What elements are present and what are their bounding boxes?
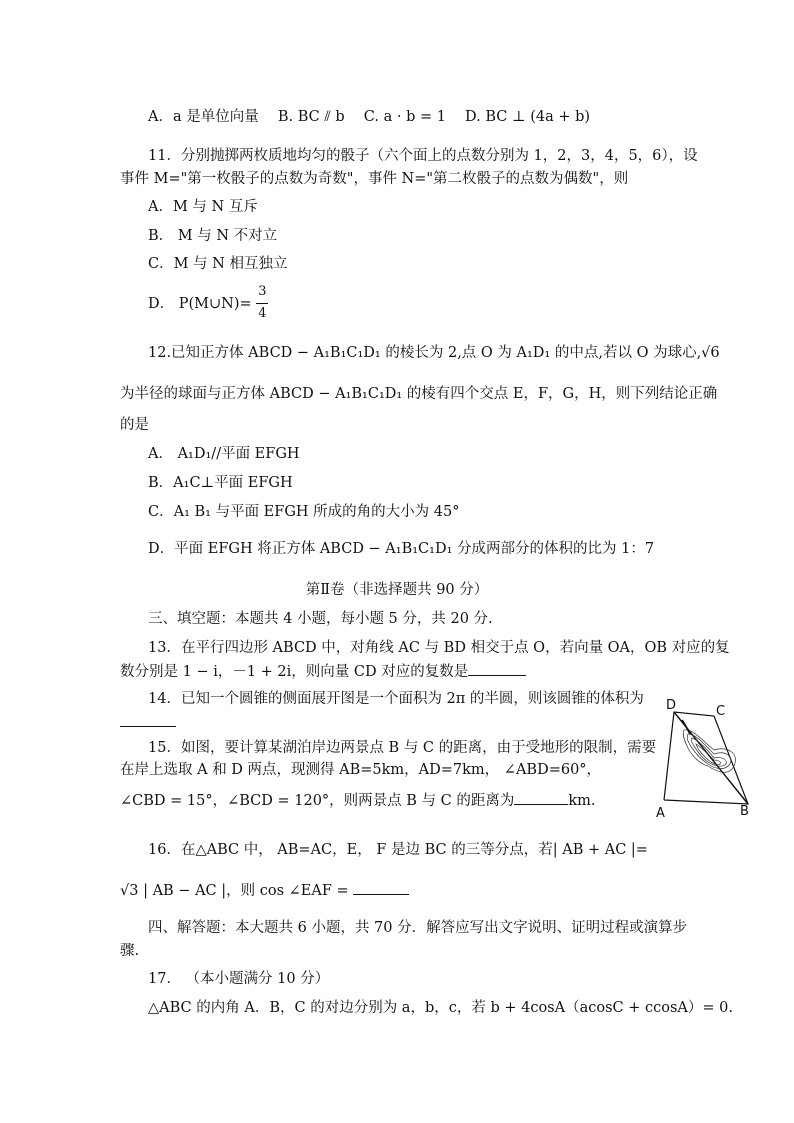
q12-option-d: D．平面 EFGH 将正方体 ABCD − A₁B₁C₁D₁ 分成两部分的体积的比为 1：7 xyxy=(148,541,655,557)
q12-stem-line3: 的是 xyxy=(120,417,149,433)
lake-figure xyxy=(652,700,762,825)
section4-line2: 骤. xyxy=(120,943,140,959)
answer-blank xyxy=(120,712,176,727)
answer-blank xyxy=(514,790,568,805)
q12-option-a: A． A₁D₁//平面 EFGH xyxy=(148,446,300,462)
answer-blank xyxy=(468,661,526,676)
q13-line2 xyxy=(120,661,526,682)
q17-title: 17． （本小题满分 10 分） xyxy=(148,971,330,987)
q11-stem-line1: 11．分别抛掷两枚质地均匀的骰子（六个面上的点数分别为 1，2，3，4，5，6），设 xyxy=(148,148,698,164)
q11-option-d-prefix: D． P(M∪N)= xyxy=(148,296,252,312)
q15-line3-text: ∠CBD = 15°，∠BCD = 120°，则两景点 B 与 C 的距离为 xyxy=(120,793,515,809)
q11-option-d xyxy=(148,284,270,321)
label-c: C xyxy=(716,704,726,719)
q16-line2-text: √3 | AB − AC |，则 cos ∠EAF = xyxy=(120,883,349,899)
q11-option-c: C．M 与 N 相互独立 xyxy=(148,256,288,272)
q13-line1: 13．在平行四边形 ABCD 中，对角线 AC 与 BD 相交于点 O，若向量 OA，OB 对应的复 xyxy=(148,640,730,656)
q10-options: A．a 是单位向量 B. BC ⫽ b C. a · b = 1 D. BC ⊥ (4a + b) xyxy=(148,109,591,125)
q14-line1: 14．已知一个圆锥的侧面展开图是一个面积为 2π 的半圆，则该圆锥的体积为 xyxy=(148,691,644,707)
q16-line1: 16．在△ABC 中， AB=AC，E， F 是边 BC 的三等分点，若| AB + AC |= xyxy=(148,842,648,858)
q11-option-b: B． M 与 N 不对立 xyxy=(148,228,278,244)
label-d: D xyxy=(666,698,677,713)
q11-option-d-denominator: 4 xyxy=(258,306,267,321)
q17-line1: △ABC 的内角 A．B，C 的对边分别为 a，b，c，若 b + 4cosA（acosC + ccosA）= 0. xyxy=(148,1000,733,1016)
label-a: A xyxy=(656,806,665,821)
q12-stem-line1: 12.已知正方体 ABCD − A₁B₁C₁D₁ 的棱长为 2,点 O 为 A₁D₁ 的中点,若以 O 为球心,√6 xyxy=(148,345,720,361)
q11-option-d-numerator: 3 xyxy=(258,284,267,299)
q15-line3-unit: km. xyxy=(568,793,596,809)
q13-line2-text: 数分别是 1 − i，－1 + 2i，则向量 CD 对应的复数是 xyxy=(120,664,469,680)
q12-stem-line2: 为半径的球面与正方体 ABCD − A₁B₁C₁D₁ 的棱有四个交点 E，F，G，H，则下列结论正确 xyxy=(120,386,718,402)
q11-option-a: A．M 与 N 互斥 xyxy=(148,199,258,215)
q15-line1: 15．如图，要计算某湖泊岸边两景点 B 与 C 的距离，由于受地形的限制，需要 xyxy=(148,740,657,756)
q11-option-d-fraction xyxy=(256,284,270,321)
label-b: B xyxy=(740,804,749,819)
q15-line3 xyxy=(120,790,596,811)
section3-heading: 三、填空题：本题共 4 小题，每小题 5 分，共 20 分. xyxy=(148,611,493,627)
section4-line1: 四、解答题：本大题共 6 小题，共 70 分．解答应写出文字说明、证明过程或演算步 xyxy=(148,920,688,936)
q12-option-b: B．A₁C⊥平面 EFGH xyxy=(148,475,293,491)
q12-option-c: C．A₁ B₁ 与平面 EFGH 所成的角的大小为 45° xyxy=(148,504,460,520)
part2-title: 第Ⅱ卷（非选择题共 90 分） xyxy=(305,582,489,598)
answer-blank xyxy=(353,880,409,895)
q16-line2 xyxy=(120,880,409,901)
q11-stem-line2: 事件 M="第一枚骰子的点数为奇数"，事件 N="第二枚骰子的点数为偶数"，则 xyxy=(120,171,629,187)
q15-line2: 在岸上选取 A 和 D 两点，现测得 AB=5km，AD=7km， ∠ABD=60°， xyxy=(120,762,602,778)
q14-answer-line xyxy=(120,712,176,733)
